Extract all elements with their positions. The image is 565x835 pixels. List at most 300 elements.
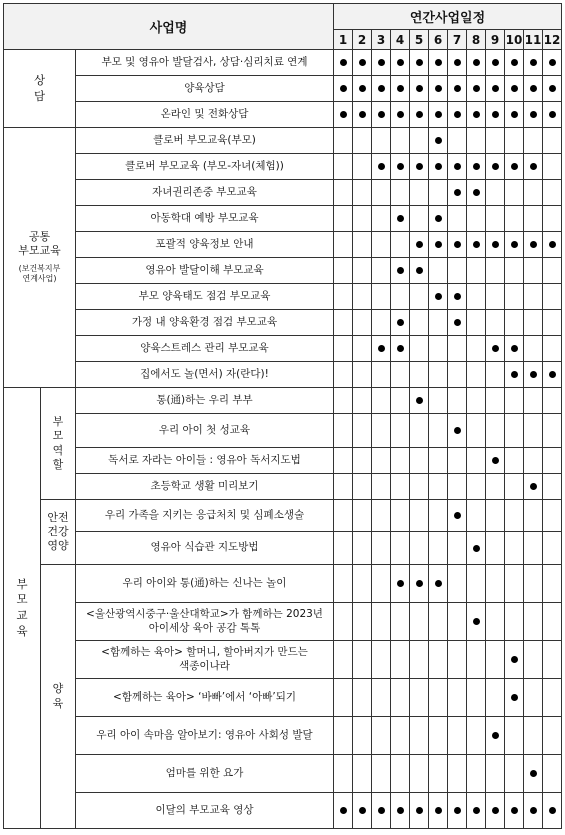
schedule-row [4,793,562,829]
month-cell-4 [391,532,410,565]
scheduled-dot-icon [549,59,556,66]
month-cell-7 [448,102,467,128]
month-cell-11 [524,258,543,284]
month-cell-9 [486,793,505,829]
schedule-row [4,206,562,232]
scheduled-dot-icon [454,163,461,170]
month-cell-11 [524,50,543,76]
program-name: 영유아 식습관 지도방법 [76,532,334,565]
month-cell-7 [448,388,467,414]
month-cell-11 [524,474,543,500]
annual-schedule-table [3,3,562,829]
scheduled-dot-icon [492,457,499,464]
group-common-parent-edu-label: 공통 부모교육 [18,230,61,258]
schedule-row [4,102,562,128]
program-name: 독서로 자라는 아이들 : 영유아 독서지도법 [76,448,334,474]
subgroup-safety-health [41,500,76,565]
month-cell-5 [410,76,429,102]
month-cell-7 [448,180,467,206]
program-name: 우리 가족을 지키는 응급처치 및 심폐소생술 [76,500,334,532]
month-cell-3 [372,102,391,128]
month-cell-5 [410,206,429,232]
month-cell-6 [429,180,448,206]
month-cell-9 [486,474,505,500]
month-cell-9 [486,362,505,388]
program-name: 통(通)하는 우리 부부 [76,388,334,414]
month-cell-3 [372,310,391,336]
scheduled-dot-icon [530,163,537,170]
scheduled-dot-icon [378,163,385,170]
month-cell-11 [524,310,543,336]
month-cell-1 [334,679,353,717]
month-cell-6 [429,232,448,258]
schedule-row [4,388,562,414]
group-parent-education [4,388,41,829]
month-cell-4 [391,474,410,500]
schedule-row [4,755,562,793]
group-counseling [4,50,76,128]
program-name: 자녀권리존중 부모교육 [76,180,334,206]
month-cell-9 [486,388,505,414]
schedule-row [4,532,562,565]
month-cell-9 [486,755,505,793]
month-cell-12 [543,603,562,641]
program-name: <울산광역시중구·울산대학교>가 함께하는 2023년 아이세상 육아 공감 톡톡 [76,603,334,641]
month-cell-10 [505,336,524,362]
month-cell-5 [410,500,429,532]
month-cell-10 [505,500,524,532]
scheduled-dot-icon [416,241,423,248]
month-cell-7 [448,474,467,500]
month-cell-6 [429,50,448,76]
month-cell-8 [467,206,486,232]
scheduled-dot-icon [397,215,404,222]
month-cell-4 [391,641,410,679]
month-cell-3 [372,128,391,154]
month-cell-12 [543,679,562,717]
month-cell-11 [524,755,543,793]
month-cell-12 [543,102,562,128]
month-cell-5 [410,603,429,641]
month-cell-12 [543,641,562,679]
month-cell-1 [334,532,353,565]
scheduled-dot-icon [530,770,537,777]
month-cell-10 [505,755,524,793]
subgroup-safety-health-label: 안전 건강 영양 [47,510,69,553]
month-cell-3 [372,603,391,641]
scheduled-dot-icon [530,111,537,118]
program-name: 클로버 부모교육(부모) [76,128,334,154]
scheduled-dot-icon [511,694,518,701]
scheduled-dot-icon [473,59,480,66]
month-cell-1 [334,258,353,284]
scheduled-dot-icon [397,111,404,118]
month-cell-3 [372,180,391,206]
month-cell-5 [410,717,429,755]
month-cell-7 [448,500,467,532]
month-cell-2 [353,603,372,641]
month-cell-2 [353,50,372,76]
scheduled-dot-icon [492,807,499,814]
month-cell-12 [543,206,562,232]
month-cell-1 [334,474,353,500]
scheduled-dot-icon [340,85,347,92]
month-cell-12 [543,362,562,388]
month-cell-3 [372,414,391,448]
month-cell-6 [429,474,448,500]
month-cell-2 [353,388,372,414]
month-cell-4 [391,336,410,362]
month-cell-10 [505,793,524,829]
month-header-6: 6 [429,30,448,50]
month-cell-4 [391,717,410,755]
month-cell-1 [334,206,353,232]
month-cell-8 [467,128,486,154]
month-cell-8 [467,641,486,679]
month-cell-12 [543,414,562,448]
scheduled-dot-icon [397,319,404,326]
month-cell-3 [372,532,391,565]
month-cell-1 [334,500,353,532]
scheduled-dot-icon [454,807,461,814]
month-cell-11 [524,603,543,641]
month-cell-6 [429,448,448,474]
month-cell-8 [467,76,486,102]
scheduled-dot-icon [416,163,423,170]
month-cell-1 [334,154,353,180]
month-cell-5 [410,755,429,793]
scheduled-dot-icon [492,85,499,92]
month-header-9: 9 [486,30,505,50]
scheduled-dot-icon [378,807,385,814]
month-cell-8 [467,50,486,76]
month-cell-3 [372,232,391,258]
month-cell-6 [429,258,448,284]
month-cell-1 [334,128,353,154]
month-cell-10 [505,180,524,206]
scheduled-dot-icon [511,241,518,248]
month-cell-12 [543,50,562,76]
scheduled-dot-icon [454,59,461,66]
schedule-row [4,310,562,336]
schedule-row [4,679,562,717]
scheduled-dot-icon [378,59,385,66]
month-cell-5 [410,532,429,565]
month-cell-6 [429,336,448,362]
month-header-5: 5 [410,30,429,50]
schedule-row [4,474,562,500]
month-cell-6 [429,310,448,336]
scheduled-dot-icon [473,189,480,196]
month-cell-7 [448,532,467,565]
month-cell-8 [467,474,486,500]
month-cell-12 [543,154,562,180]
scheduled-dot-icon [473,85,480,92]
schedule-row [4,258,562,284]
month-cell-12 [543,76,562,102]
month-header-7: 7 [448,30,467,50]
month-cell-6 [429,76,448,102]
month-cell-4 [391,128,410,154]
month-cell-4 [391,310,410,336]
month-cell-5 [410,128,429,154]
month-cell-12 [543,258,562,284]
month-cell-4 [391,755,410,793]
scheduled-dot-icon [435,215,442,222]
group-parent-education-label: 부 모 교 육 [16,576,28,638]
month-cell-5 [410,414,429,448]
month-cell-8 [467,755,486,793]
month-cell-2 [353,414,372,448]
month-cell-8 [467,532,486,565]
month-cell-12 [543,128,562,154]
month-cell-7 [448,755,467,793]
month-cell-3 [372,76,391,102]
month-cell-7 [448,717,467,755]
month-cell-7 [448,641,467,679]
month-cell-8 [467,565,486,603]
schedule-row [4,336,562,362]
month-cell-1 [334,362,353,388]
scheduled-dot-icon [397,59,404,66]
scheduled-dot-icon [530,59,537,66]
scheduled-dot-icon [530,241,537,248]
month-cell-3 [372,154,391,180]
scheduled-dot-icon [397,345,404,352]
month-cell-12 [543,388,562,414]
month-cell-11 [524,717,543,755]
month-cell-9 [486,448,505,474]
month-cell-2 [353,755,372,793]
month-cell-2 [353,362,372,388]
schedule-row [4,448,562,474]
program-name: 양육스트레스 관리 부모교육 [76,336,334,362]
month-cell-5 [410,310,429,336]
scheduled-dot-icon [378,345,385,352]
scheduled-dot-icon [340,59,347,66]
month-cell-6 [429,641,448,679]
scheduled-dot-icon [473,241,480,248]
month-cell-10 [505,532,524,565]
program-name-header: 사업명 [4,4,334,50]
month-cell-1 [334,180,353,206]
month-cell-8 [467,414,486,448]
scheduled-dot-icon [473,111,480,118]
schedule-row [4,362,562,388]
scheduled-dot-icon [416,59,423,66]
scheduled-dot-icon [511,85,518,92]
month-cell-3 [372,206,391,232]
month-cell-9 [486,50,505,76]
month-cell-7 [448,128,467,154]
month-cell-10 [505,474,524,500]
month-cell-6 [429,532,448,565]
month-cell-6 [429,362,448,388]
month-cell-1 [334,603,353,641]
month-cell-6 [429,102,448,128]
month-cell-3 [372,258,391,284]
month-cell-4 [391,362,410,388]
program-name: 온라인 및 전화상담 [76,102,334,128]
month-header-10: 10 [505,30,524,50]
program-name: 영유아 발달이해 부모교육 [76,258,334,284]
month-cell-4 [391,232,410,258]
month-cell-7 [448,565,467,603]
month-cell-11 [524,641,543,679]
scheduled-dot-icon [397,807,404,814]
month-cell-2 [353,565,372,603]
month-cell-9 [486,532,505,565]
month-cell-8 [467,500,486,532]
month-cell-4 [391,180,410,206]
group-counseling-label: 상 담 [33,72,46,103]
month-cell-5 [410,232,429,258]
month-cell-11 [524,500,543,532]
month-cell-7 [448,362,467,388]
scheduled-dot-icon [397,580,404,587]
scheduled-dot-icon [454,241,461,248]
month-cell-3 [372,336,391,362]
month-cell-8 [467,362,486,388]
month-cell-12 [543,500,562,532]
month-header-8: 8 [467,30,486,50]
month-cell-3 [372,362,391,388]
scheduled-dot-icon [511,59,518,66]
month-cell-7 [448,679,467,717]
month-cell-11 [524,102,543,128]
month-cell-2 [353,76,372,102]
month-cell-12 [543,532,562,565]
scheduled-dot-icon [397,267,404,274]
scheduled-dot-icon [454,189,461,196]
month-cell-4 [391,793,410,829]
month-cell-2 [353,154,372,180]
month-cell-5 [410,50,429,76]
month-cell-12 [543,474,562,500]
month-cell-9 [486,76,505,102]
month-cell-5 [410,565,429,603]
month-cell-3 [372,565,391,603]
scheduled-dot-icon [359,59,366,66]
month-cell-8 [467,258,486,284]
group-common-parent-edu-note: (보건복지부 연계사업) [18,263,61,284]
month-cell-8 [467,336,486,362]
schedule-row [4,565,562,603]
schedule-row [4,154,562,180]
month-cell-10 [505,284,524,310]
annual-schedule-header: 연간사업일정 [334,4,562,30]
month-cell-5 [410,258,429,284]
month-cell-2 [353,679,372,717]
month-cell-1 [334,414,353,448]
month-cell-2 [353,717,372,755]
program-name: 부모 및 영유아 발달검사, 상담·심리치료 연계 [76,50,334,76]
month-cell-3 [372,284,391,310]
month-cell-4 [391,679,410,717]
month-cell-10 [505,154,524,180]
month-cell-11 [524,76,543,102]
month-cell-4 [391,448,410,474]
month-cell-2 [353,206,372,232]
month-cell-11 [524,793,543,829]
subgroup-parenting-label: 양 육 [52,682,64,710]
program-name: 엄마를 위한 요가 [76,755,334,793]
scheduled-dot-icon [549,111,556,118]
scheduled-dot-icon [397,163,404,170]
month-cell-6 [429,414,448,448]
month-cell-1 [334,448,353,474]
scheduled-dot-icon [359,111,366,118]
schedule-row [4,414,562,448]
month-cell-11 [524,206,543,232]
month-cell-9 [486,180,505,206]
month-cell-4 [391,154,410,180]
month-cell-10 [505,258,524,284]
month-cell-10 [505,76,524,102]
month-cell-9 [486,336,505,362]
month-cell-8 [467,388,486,414]
month-cell-4 [391,565,410,603]
month-cell-2 [353,258,372,284]
month-cell-5 [410,180,429,206]
program-name: 클로버 부모교육 (부모-자녀(체험)) [76,154,334,180]
scheduled-dot-icon [473,807,480,814]
month-cell-10 [505,679,524,717]
month-cell-4 [391,258,410,284]
month-cell-11 [524,336,543,362]
month-cell-2 [353,128,372,154]
month-cell-4 [391,50,410,76]
month-cell-1 [334,641,353,679]
month-cell-1 [334,310,353,336]
month-cell-7 [448,232,467,258]
scheduled-dot-icon [492,345,499,352]
schedule-row [4,232,562,258]
scheduled-dot-icon [549,241,556,248]
month-cell-7 [448,793,467,829]
schedule-row [4,180,562,206]
month-cell-3 [372,474,391,500]
month-cell-5 [410,641,429,679]
scheduled-dot-icon [511,163,518,170]
month-cell-8 [467,102,486,128]
month-cell-8 [467,717,486,755]
month-cell-9 [486,284,505,310]
scheduled-dot-icon [416,397,423,404]
month-cell-11 [524,448,543,474]
month-cell-2 [353,310,372,336]
month-cell-10 [505,310,524,336]
schedule-row [4,284,562,310]
month-cell-8 [467,310,486,336]
month-cell-5 [410,336,429,362]
month-cell-2 [353,474,372,500]
month-cell-9 [486,206,505,232]
month-cell-4 [391,603,410,641]
month-cell-10 [505,232,524,258]
scheduled-dot-icon [359,85,366,92]
scheduled-dot-icon [454,293,461,300]
month-cell-6 [429,284,448,310]
scheduled-dot-icon [549,85,556,92]
month-cell-12 [543,232,562,258]
scheduled-dot-icon [511,656,518,663]
scheduled-dot-icon [378,111,385,118]
month-cell-9 [486,717,505,755]
program-name: 이달의 부모교육 영상 [76,793,334,829]
month-cell-3 [372,793,391,829]
scheduled-dot-icon [435,137,442,144]
